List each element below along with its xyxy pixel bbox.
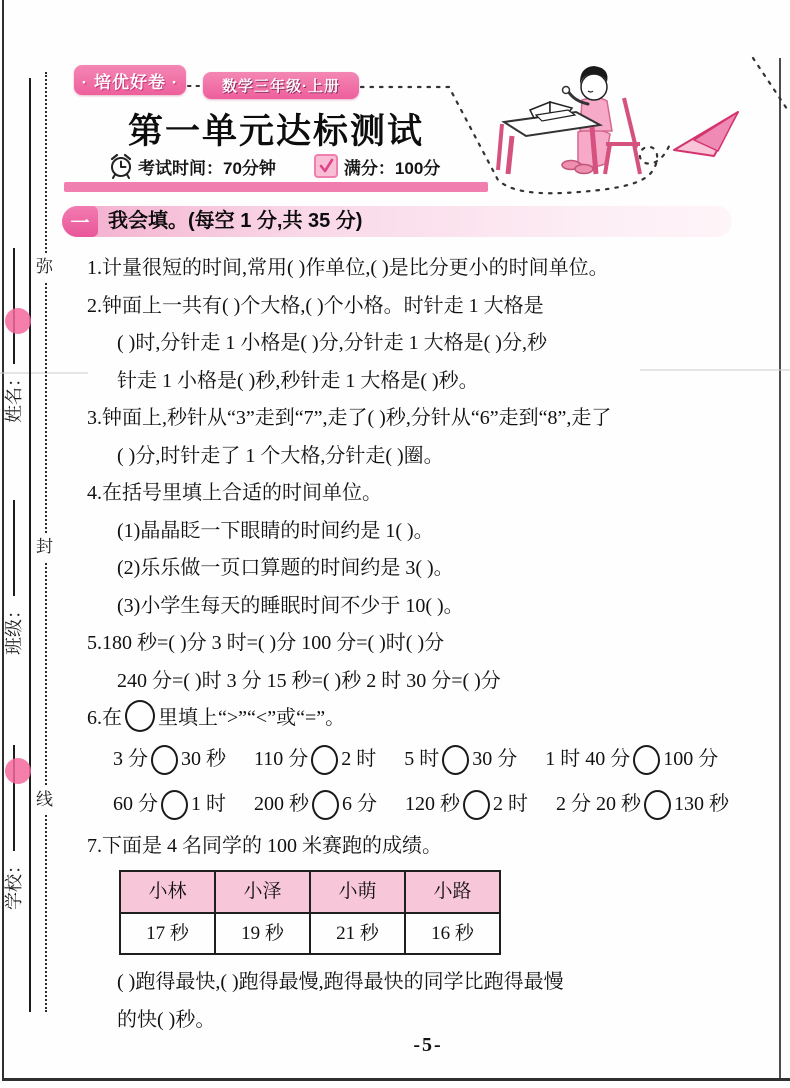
page-bottom-edge bbox=[2, 1078, 790, 1081]
pink-hole-punch-dot bbox=[5, 308, 31, 334]
header-pink-bar bbox=[64, 182, 488, 192]
question-line: (1)晶晶眨一下眼睛的时间约是 1( )。 bbox=[117, 519, 434, 542]
question-line: 5.180 秒=( )分 3 时=( )分 100 分=( )时( )分 bbox=[87, 632, 445, 654]
compare-right: 30 秒 bbox=[181, 748, 226, 771]
compare-circle bbox=[442, 745, 469, 775]
compare-left: 60 分 bbox=[113, 793, 158, 816]
compare-circle bbox=[125, 700, 155, 732]
compare-left: 110 分 bbox=[254, 748, 309, 771]
paper-title: 第一单元达标测试 bbox=[127, 112, 424, 151]
compare-left: 3 分 bbox=[113, 748, 148, 771]
table-header-row bbox=[120, 871, 500, 913]
compare-item bbox=[254, 741, 376, 779]
compare-right: 100 分 bbox=[663, 748, 719, 771]
runner-time-cell: 16 秒 bbox=[405, 913, 500, 955]
compare-right: 2 时 bbox=[493, 793, 528, 816]
pink-hole-punch-dot bbox=[5, 758, 31, 784]
runner-name-cell: 小路 bbox=[405, 871, 500, 913]
section-title-text: 我会填。(每空 1 分,共 35 分) bbox=[108, 210, 363, 232]
q6-prefix: 6.在 bbox=[87, 707, 122, 729]
compare-left: 120 秒 bbox=[405, 793, 460, 816]
compare-item bbox=[545, 741, 718, 779]
compare-circle bbox=[312, 790, 339, 820]
question-line: 4.在括号里填上合适的时间单位。 bbox=[87, 482, 382, 504]
compare-item bbox=[405, 786, 528, 824]
compare-item bbox=[113, 741, 226, 779]
question-line: 3.钟面上,秒针从“3”走到“7”,走了( )秒,分针从“6”走到“8”,走了 bbox=[87, 407, 612, 429]
compare-left: 200 秒 bbox=[254, 793, 309, 816]
student-class-field bbox=[0, 489, 26, 655]
exam-meta-row bbox=[108, 152, 528, 180]
runner-time-cell: 21 秒 bbox=[310, 913, 405, 955]
compare-item bbox=[254, 786, 377, 824]
page-right-edge bbox=[779, 58, 781, 1080]
question-line: 240 分=( )时 3 分 15 秒=( )秒 2 时 30 分=( )分 bbox=[117, 669, 501, 692]
question-6-heading bbox=[87, 700, 779, 738]
runner-time-cell: 17 秒 bbox=[120, 913, 215, 955]
student-school-label: 学校： bbox=[4, 856, 24, 910]
race-results-table bbox=[119, 870, 501, 955]
q6-suffix: 里填上“>”“<”或“=”。 bbox=[158, 707, 346, 729]
question-line: ( )时,分针走 1 小格是( )分,分针走 1 大格是( )分,秒 bbox=[117, 332, 547, 354]
runner-name-cell: 小萌 bbox=[310, 871, 405, 913]
compare-right: 30 分 bbox=[472, 748, 518, 771]
book-badge: 数学三年级·上册 bbox=[203, 72, 359, 99]
question-line: ( )跑得最快,( )跑得最慢,跑得最快的同学比跑得最慢 bbox=[117, 971, 564, 993]
compare-right: 2 时 bbox=[341, 748, 377, 771]
compare-circle bbox=[151, 745, 178, 775]
seal-solid-line bbox=[29, 78, 31, 1012]
question-line: 1.计量很短的时间,常用( )作单位,( )是比分更小的时间单位。 bbox=[87, 257, 609, 279]
question-line: 的快( )秒。 bbox=[117, 1008, 216, 1031]
compare-row-2 bbox=[87, 783, 779, 828]
compare-circle bbox=[644, 790, 671, 820]
seal-char-feng: 封 bbox=[36, 533, 53, 561]
full-score-text: 满分：100分 bbox=[343, 158, 441, 178]
question-line: ( )分,时针走了 1 个大格,分针走( )圈。 bbox=[117, 444, 444, 467]
table-value-row bbox=[120, 913, 500, 955]
compare-left: 5 时 bbox=[404, 748, 440, 771]
compare-right: 130 秒 bbox=[674, 793, 729, 816]
question-line: 2.钟面上一共有( )个大格,( )个小格。时针走 1 大格是 bbox=[87, 294, 544, 317]
question-body bbox=[87, 250, 779, 1039]
compare-item bbox=[556, 786, 729, 824]
section-one-heading bbox=[62, 206, 732, 237]
question-line: (3)小学生每天的睡眠时间不少于 10( )。 bbox=[117, 594, 464, 617]
runner-name-cell: 小泽 bbox=[215, 871, 310, 913]
alarm-clock-icon bbox=[108, 153, 134, 179]
seal-char-mi: 弥 bbox=[36, 253, 53, 281]
compare-right: 1 时 bbox=[191, 793, 226, 816]
compare-row-1 bbox=[87, 738, 779, 783]
compare-left: 1 时 40 分 bbox=[545, 748, 631, 771]
runner-time-cell: 19 秒 bbox=[215, 913, 310, 955]
seal-char-xian: 线 bbox=[36, 786, 53, 814]
student-at-desk-illustration bbox=[478, 52, 783, 200]
series-badge: · 培优好卷 · bbox=[74, 65, 186, 95]
student-class-label: 班级： bbox=[4, 601, 24, 655]
question-7-intro: 7.下面是 4 名同学的 100 米赛跑的成绩。 bbox=[87, 834, 442, 857]
question-line: (2)乐乐做一页口算题的时间约是 3( )。 bbox=[117, 557, 454, 579]
student-name-label: 姓名： bbox=[4, 369, 24, 423]
compare-circle bbox=[633, 745, 660, 775]
page-number: -5- bbox=[413, 1034, 443, 1056]
compare-left: 2 分 20 秒 bbox=[556, 793, 641, 816]
compare-right: 6 分 bbox=[342, 793, 377, 816]
compare-item bbox=[113, 786, 226, 824]
compare-item bbox=[404, 741, 517, 779]
compare-circle bbox=[463, 790, 490, 820]
check-icon bbox=[314, 154, 338, 178]
compare-circle bbox=[161, 790, 188, 820]
compare-circle bbox=[311, 745, 338, 775]
exam-time-text: 考试时间：70分钟 bbox=[138, 158, 276, 178]
name-blank-line bbox=[12, 248, 15, 364]
section-number-chip: 一 bbox=[62, 206, 98, 237]
question-line: 针走 1 小格是( )秒,秒针走 1 大格是( )秒。 bbox=[117, 369, 479, 392]
class-blank-line bbox=[12, 500, 15, 596]
runner-name-cell: 小林 bbox=[120, 871, 215, 913]
